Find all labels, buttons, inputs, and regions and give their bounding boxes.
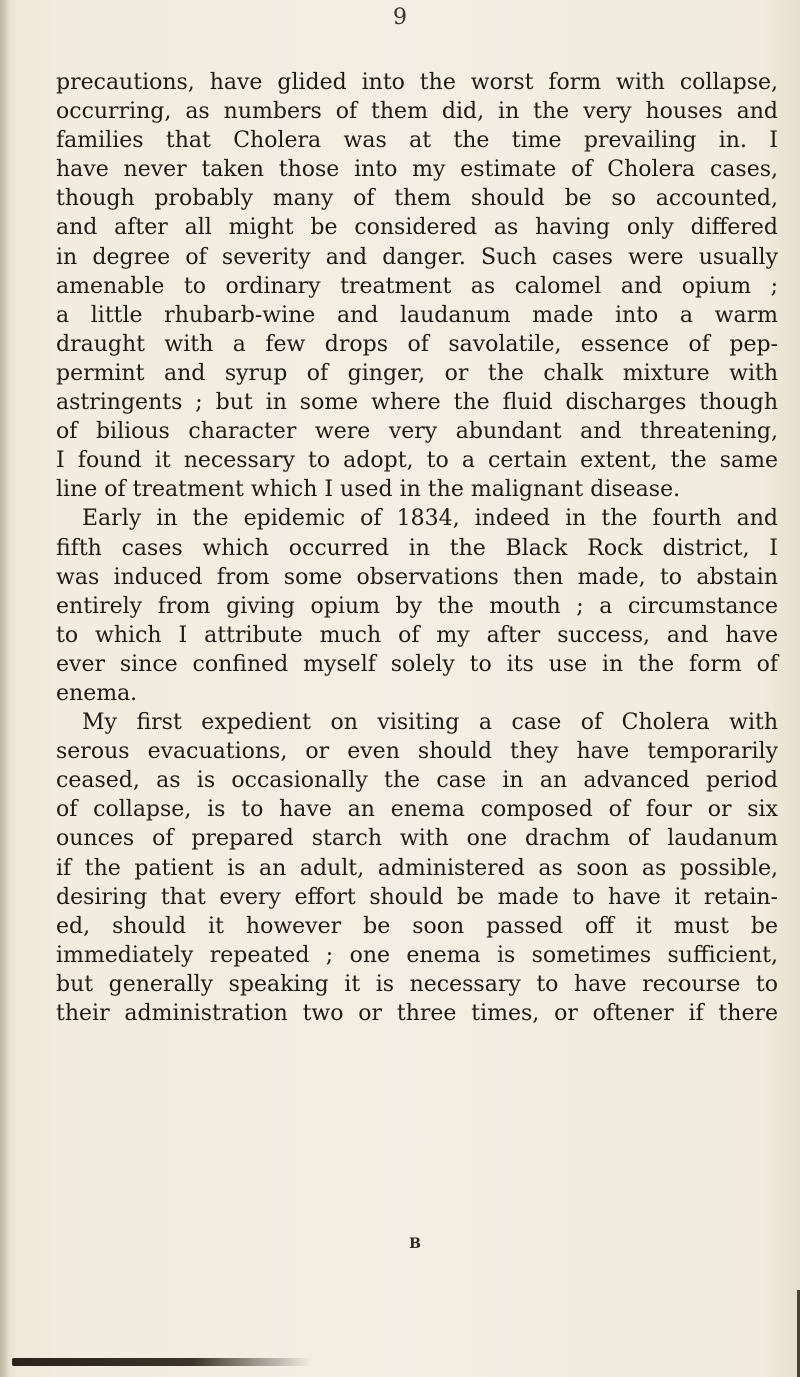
text-line: I found it necessary to adopt, to a certain extent, the same (56, 448, 778, 474)
text-line: My first expedient on visiting a case of Cholera with (82, 710, 778, 736)
text-line: have never taken those into my estimate of Cholera cases, (56, 157, 778, 183)
text-line: precautions, have glided into the worst form with collapse, (56, 70, 778, 95)
page-edge-shadow (12, 1358, 312, 1366)
page-number: 9 (393, 5, 407, 30)
text-line: Early in the epidemic of 1834, indeed in the fourth and (82, 506, 778, 532)
text-line: permint and syrup of ginger, or the chalk mixture with (56, 360, 778, 386)
text-line: serous evacuations, or even should they have temporarily (56, 739, 778, 765)
signature-mark: B (409, 1236, 421, 1252)
text-line: desiring that every effort should be made to have it retain- (56, 884, 778, 910)
text-line: of bilious character were very abundant and threatening, (56, 419, 778, 445)
text-line: of collapse, is to have an enema composed of four or six (56, 797, 778, 823)
text-line: immediately repeated ; one enema is sometimes sufficient, (56, 942, 778, 968)
text-line: was induced from some observations then made, to abstain (56, 564, 778, 590)
text-line: entirely from giving opium by the mouth ; a circumstance (56, 593, 778, 619)
text-line: ever since confined myself solely to its use in the form of (56, 651, 778, 677)
text-line: if the patient is an adult, administered as soon as possible, (56, 855, 778, 881)
text-line: a little rhubarb-wine and laudanum made into a warm (56, 302, 778, 328)
text-line: amenable to ordinary treatment as calomel and opium ; (56, 273, 778, 299)
text-line: their administration two or three times, or oftener if there (56, 1001, 778, 1026)
text-line: to which I attribute much of my after success, and have (56, 622, 778, 648)
text-line: families that Cholera was at the time prevailing in. I (56, 128, 778, 154)
text-line: ed, should it however be soon passed off it must be (56, 913, 778, 939)
text-line: enema. (56, 680, 138, 706)
text-line: but generally speaking it is necessary to have recourse to (56, 971, 778, 997)
body-text (56, 68, 778, 1028)
text-line: in degree of severity and danger. Such cases were usually (56, 244, 778, 270)
text-line: ceased, as is occasionally the case in an advanced period (56, 768, 778, 794)
text-line: line of treatment which I used in the malignant disease. (56, 477, 681, 503)
text-line: astringents ; but in some where the fluid discharges though (56, 390, 778, 416)
text-line: and after all might be considered as having only differed (56, 215, 778, 241)
text-line: draught with a few drops of savolatile, essence of pep- (56, 331, 778, 357)
text-line: though probably many of them should be so accounted, (56, 186, 778, 212)
text-line: fifth cases which occurred in the Black Rock district, I (56, 535, 778, 561)
gutter-shadow (0, 0, 10, 1377)
text-line: ounces of prepared starch with one drachm of laudanum (56, 826, 778, 852)
text-line: occurring, as numbers of them did, in the very houses and (56, 99, 778, 125)
